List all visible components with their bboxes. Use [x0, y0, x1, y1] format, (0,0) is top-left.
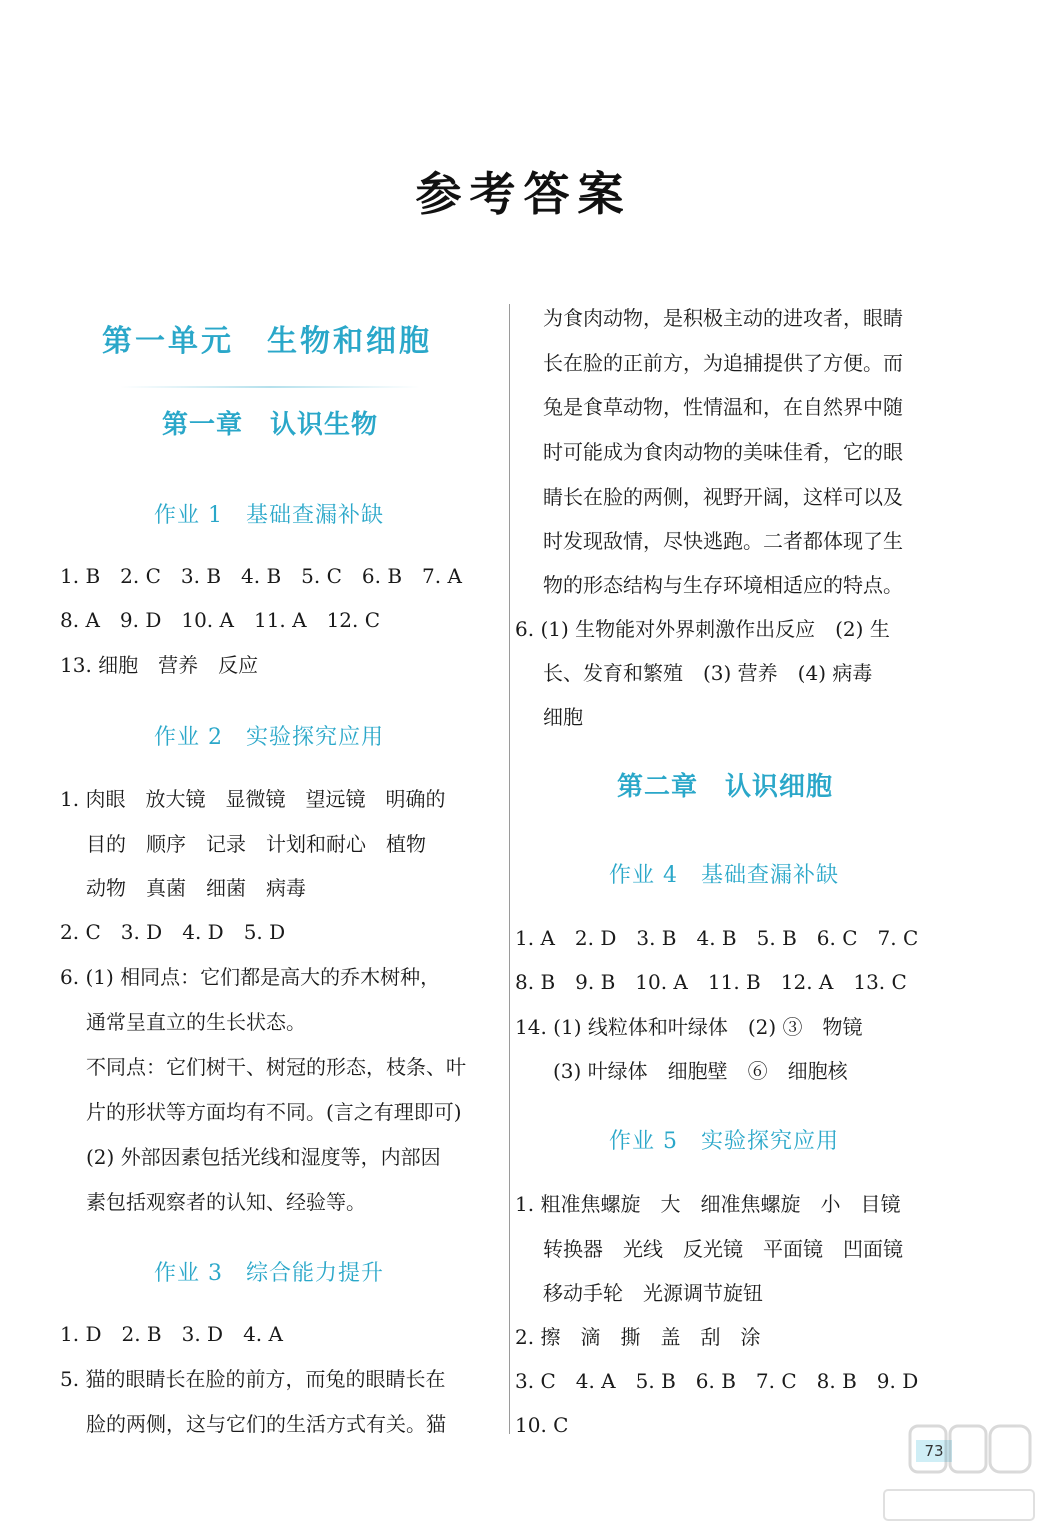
- answer-line: 为食肉动物，是积极主动的进攻者，眼睛: [543, 306, 903, 330]
- answer-line: (3) 叶绿体 细胞壁 ⑥ 细胞核: [553, 1059, 848, 1083]
- answer-line: 物的形态结构与生存环境相适应的特点。: [543, 573, 903, 597]
- answer-line: (2) 外部因素包括光线和湿度等，内部因: [86, 1145, 441, 1169]
- answer-line: 1. 粗准焦螺旋 大 细准焦螺旋 小 目镜: [515, 1192, 901, 1216]
- answer-line: 脸的两侧，这与它们的生活方式有关。猫: [86, 1412, 446, 1436]
- answer-line: 睛长在脸的两侧，视野开阔，这样可以及: [543, 485, 903, 509]
- answer-line: 1. D 2. B 3. D 4. A: [60, 1322, 283, 1346]
- chapter-2-heading: 第二章 认识细胞: [617, 772, 834, 802]
- page-number: 73: [916, 1440, 952, 1462]
- unit-title: 第一单元 生物和细胞: [102, 324, 432, 359]
- answer-line: 13. 细胞 营养 反应: [60, 653, 259, 677]
- homework-1-heading: 作业 1 基础查漏补缺: [154, 503, 384, 528]
- answer-line: 8. B 9. B 10. A 11. B 12. A 13. C: [515, 970, 907, 994]
- answer-line: 1. 肉眼 放大镜 显微镜 望远镜 明确的: [60, 787, 446, 811]
- answer-line: 目的 顺序 记录 计划和耐心 植物: [86, 832, 426, 856]
- answer-line: 5. 猫的眼睛长在脸的前方，而兔的眼睛长在: [60, 1367, 446, 1391]
- answer-line: 细胞: [543, 705, 583, 729]
- answer-line: 动物 真菌 细菌 病毒: [86, 876, 306, 900]
- answer-line: 3. C 4. A 5. B 6. B 7. C 8. B 9. D: [515, 1369, 919, 1393]
- page-title: 参考答案: [415, 167, 632, 221]
- answer-line: 素包括观察者的认知、经验等。: [86, 1190, 366, 1214]
- unit-title-underline: [120, 386, 420, 388]
- answer-line: 不同点：它们树干、树冠的形态，枝条、叶: [86, 1055, 466, 1079]
- homework-3-heading: 作业 3 综合能力提升: [154, 1261, 384, 1286]
- answer-line: 6. (1) 生物能对外界刺激作出反应 (2) 生: [515, 617, 890, 641]
- homework-5-heading: 作业 5 实验探究应用: [609, 1129, 839, 1154]
- homework-4-heading: 作业 4 基础查漏补缺: [609, 863, 839, 888]
- answer-line: 1. B 2. C 3. B 4. B 5. C 6. B 7. A: [60, 564, 462, 588]
- answer-line: 移动手轮 光源调节旋钮: [543, 1281, 763, 1305]
- answer-line: 兔是食草动物，性情温和，在自然界中随: [543, 395, 903, 419]
- answer-line: 10. C: [515, 1413, 569, 1437]
- column-divider: [509, 304, 510, 1434]
- answer-line: 通常呈直立的生长状态。: [86, 1010, 306, 1034]
- answer-line: 时可能成为食肉动物的美味佳肴，它的眼: [543, 440, 903, 464]
- answer-line: 长在脸的正前方，为追捕提供了方便。而: [543, 351, 903, 375]
- answer-line: 时发现敌情，尽快逃跑。二者都体现了生: [543, 529, 903, 553]
- answer-line: 1. A 2. D 3. B 4. B 5. B 6. C 7. C: [515, 926, 919, 950]
- watermark-logo: [870, 1418, 1040, 1530]
- chapter-1-heading: 第一章 认识生物: [162, 410, 379, 440]
- answer-line: 2. 擦 滴 撕 盖 刮 涂: [515, 1325, 761, 1349]
- answer-line: 转换器 光线 反光镜 平面镜 凹面镜: [543, 1237, 903, 1261]
- answer-line: 2. C 3. D 4. D 5. D: [60, 920, 286, 944]
- answer-line: 6. (1) 相同点：它们都是高大的乔木树种，: [60, 965, 441, 989]
- answer-line: 14. (1) 线粒体和叶绿体 (2) ③ 物镜: [515, 1015, 863, 1039]
- answer-line: 片的形状等方面均有不同。(言之有理即可): [86, 1100, 462, 1124]
- homework-2-heading: 作业 2 实验探究应用: [154, 725, 384, 750]
- answer-line: 长、发育和繁殖 (3) 营养 (4) 病毒: [543, 661, 873, 685]
- answer-line: 8. A 9. D 10. A 11. A 12. C: [60, 608, 381, 632]
